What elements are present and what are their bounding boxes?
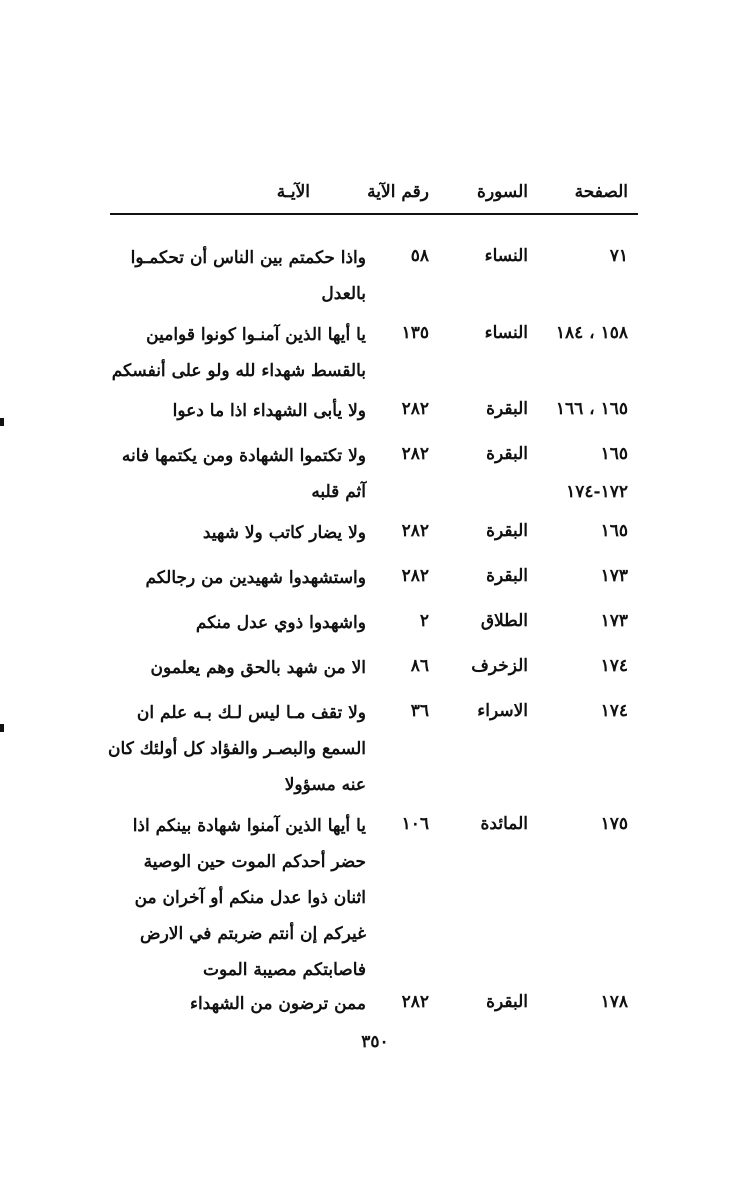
page-cell: ٧١ — [609, 246, 628, 266]
scan-margin-mark — [0, 418, 4, 426]
ayah-text-cell: ولا تقف مـا ليس لـك بـه علم ان السمع والبصـر والفؤاد كل أولئك كان عنه مسؤولا — [108, 703, 366, 795]
surah-cell: البقرة — [486, 521, 528, 541]
page-cell: ١٦٥ — [600, 521, 628, 541]
surah-cell: البقرة — [486, 992, 528, 1012]
page-cell: ١٧٤ — [600, 656, 628, 676]
ayah-number-cell: ٢٨٢ — [401, 992, 429, 1012]
surah-cell: الزخرف — [471, 656, 528, 676]
surah-cell: الاسراء — [477, 701, 528, 721]
ayah-text-cell: واشهدوا ذوي عدل منكم — [195, 613, 366, 633]
page-cell: ١٧٣ — [600, 611, 628, 631]
header-surah: السورة — [477, 182, 528, 202]
ayah-number-cell: ١٣٥ — [401, 323, 429, 343]
ayah-number-cell: ٢٨٢ — [401, 399, 429, 419]
header-divider — [110, 213, 638, 215]
ayah-number-cell: ٥٨ — [410, 246, 429, 266]
ayah-number-cell: ٨٦ — [410, 656, 429, 676]
ayah-text-cell: واستشهدوا شهيدين من رجالكم — [145, 568, 366, 588]
surah-cell: البقرة — [486, 399, 528, 419]
page-cell: ١٥٨ ، ١٨٤ — [555, 323, 628, 343]
page-cell: ١٧٣ — [600, 566, 628, 586]
page-cell: ١٧٥ — [600, 814, 628, 834]
ayah-number-cell: ٢ — [419, 611, 429, 631]
surah-cell: البقرة — [486, 566, 528, 586]
ayah-text-cell: يا أيها الذين آمنـوا كونوا قوامين بالقسط شهداء لله ولو على أنفسكم — [111, 325, 366, 381]
ayah-text-cell: ولا يأبى الشهداء اذا ما دعوا — [172, 401, 366, 421]
header-ayah-number: رقم الآية — [367, 182, 429, 202]
page-cell: ١٦٥ — [600, 444, 628, 464]
header-page: الصفحة — [574, 182, 628, 202]
ayah-number-cell: ٣٦ — [410, 701, 429, 721]
surah-cell: الطلاق — [480, 611, 528, 631]
surah-cell: النساء — [484, 246, 528, 266]
ayah-number-cell: ٢٨٢ — [401, 566, 429, 586]
surah-cell: النساء — [484, 323, 528, 343]
ayah-text-cell: ممن ترضون من الشهداء — [189, 994, 366, 1014]
page-cell-continued: ١٧٢-١٧٤ — [566, 482, 628, 502]
surah-cell: البقرة — [486, 444, 528, 464]
ayah-text-cell: واذا حكمتم بين الناس أن تحكمـوا بالعدل — [130, 248, 366, 304]
ayah-number-cell: ١٠٦ — [401, 814, 429, 834]
ayah-number-cell: ٢٨٢ — [401, 521, 429, 541]
page-cell: ١٧٨ — [600, 992, 628, 1012]
page-cell: ١٦٥ ، ١٦٦ — [555, 399, 628, 419]
ayah-number-cell: ٢٨٢ — [401, 444, 429, 464]
scan-margin-mark — [0, 724, 4, 732]
surah-cell: المائدة — [480, 814, 528, 834]
page-number: ٣٥٠ — [361, 1032, 389, 1052]
ayah-text-cell: يا أيها الذين آمنوا شهادة بينكم اذا حضر أحدكم الموت حين الوصية اثنان ذوا عدل منكم أو آخران من غيركم إن أنتم ضربتم في الارض فاصابتكم مصيبة الموت — [132, 816, 366, 980]
ayah-text-cell: الا من شهد بالحق وهم يعلمون — [150, 658, 366, 678]
ayah-text-cell: ولا يضار كاتب ولا شهيد — [202, 523, 366, 543]
header-ayah: الآيـة — [276, 182, 310, 202]
ayah-text-cell: ولا تكتموا الشهادة ومن يكتمها فانه آثم قلبه — [121, 446, 366, 502]
page-cell: ١٧٤ — [600, 701, 628, 721]
